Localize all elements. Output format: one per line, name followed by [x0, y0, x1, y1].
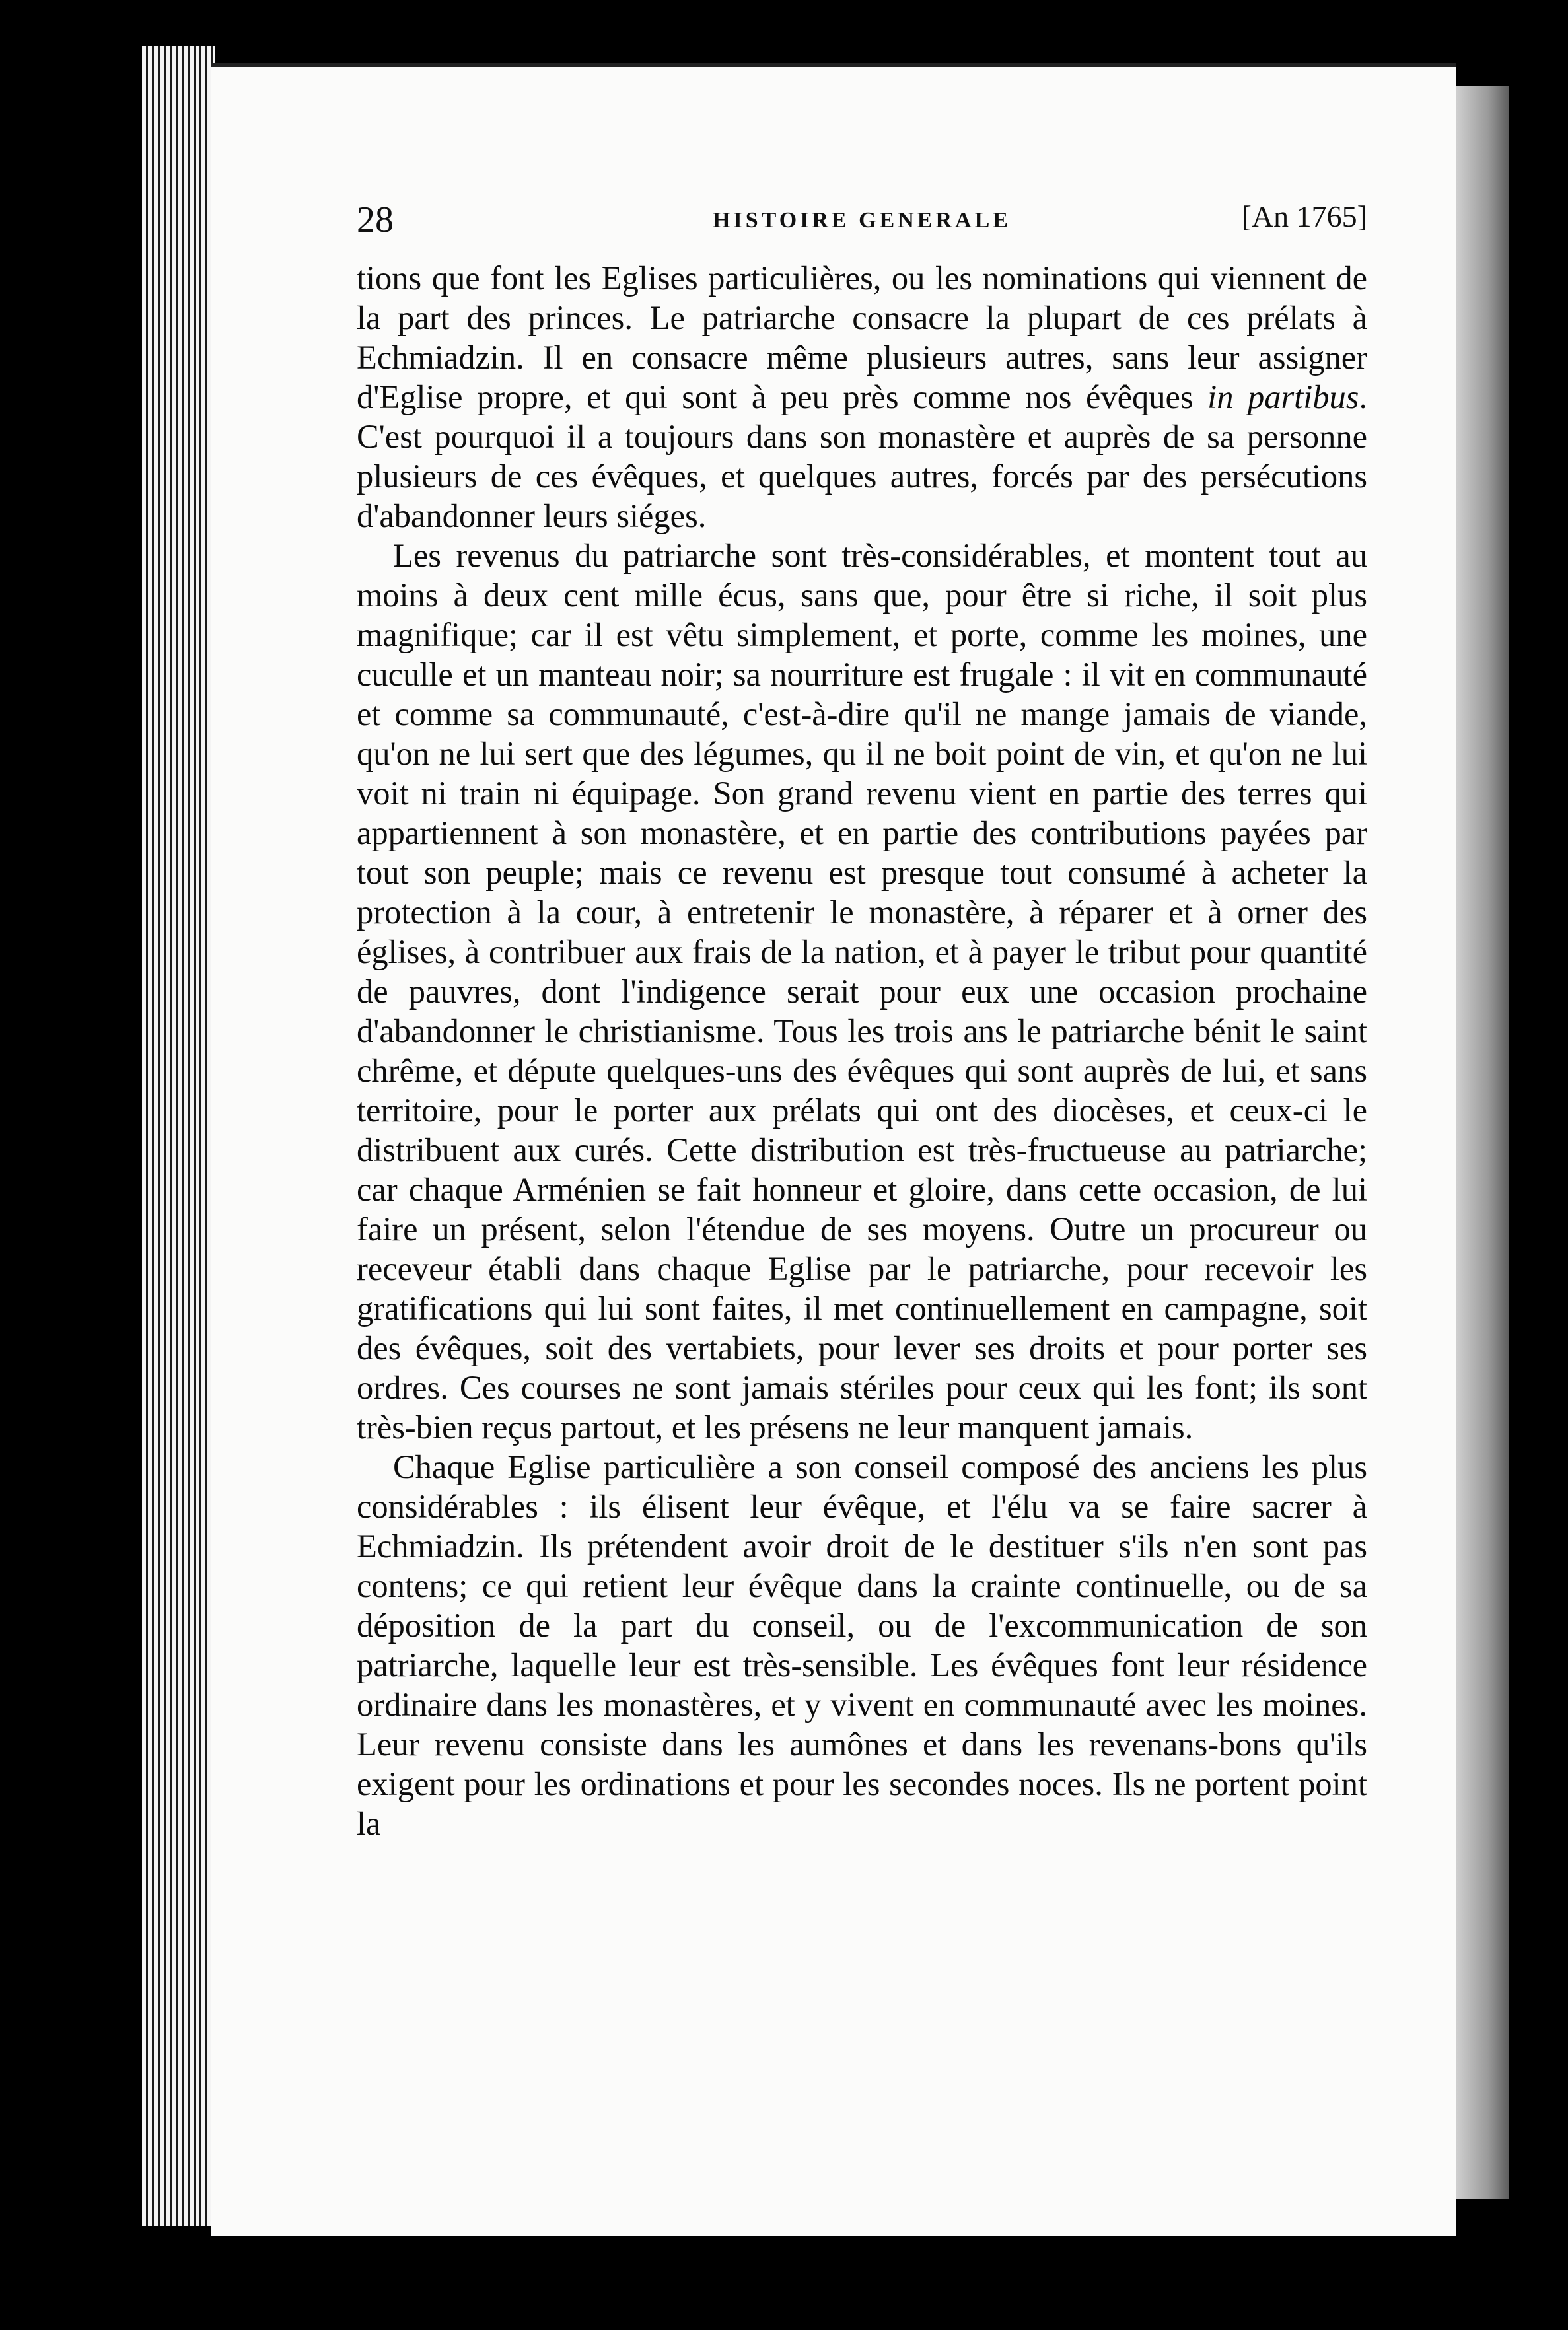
running-year: [An 1765] [1241, 199, 1367, 233]
paragraph-3 [357, 1447, 1367, 1843]
paragraph-1 [357, 258, 1367, 536]
paragraph-2 [357, 536, 1367, 1447]
paragraph-1-text-b: . C'est pourquoi il a toujours dans son monastère et auprès de sa personne plusieurs de ces évêques, et quelques autres, forcés par des persécutions d'abandonner leurs siéges. [357, 378, 1367, 534]
body-text [357, 258, 1367, 1843]
page-number: 28 [357, 199, 394, 240]
running-title: HISTOIRE GENERALE [713, 208, 1011, 232]
book-page-edges [142, 46, 215, 2226]
book-gutter-shadow [1456, 86, 1509, 2199]
page-content [357, 199, 1367, 1843]
paragraph-2-text: Les revenus du patriarche sont très-considérables, et montent tout au moins à deux cent mille écus, sans que, pour être si riche, il soit plus magnifique; car il est vêtu simplement, et porte, comme les moines, une cuculle et un manteau noir; sa nourriture est frugale : il vit en communauté et comme sa communauté, c'est-à-dire qu'il ne mange jamais de viande, qu'on ne lui sert que des légumes, qu il ne boit point de vin, et qu'on ne lui voit ni train ni équipage. Son grand revenu vient en partie des terres qui appartiennent à son monastère, et en partie des contributions payées par tout son peuple; mais ce revenu est presque tout consumé à acheter la protection à la cour, à entretenir le monastère, à réparer et à orner des églises, à contribuer aux frais de la nation, et à payer le tribut pour quantité de pauvres, dont l'indigence serait pour eux une occasion prochaine d'abandonner le christianisme. Tous les trois ans le patriarche bénit le saint chrême, et députe quelques-uns des évêques qui sont auprès de lui, et sans territoire, pour le porter aux prélats qui ont des diocèses, et ceux-ci le distribuent aux curés. Cette distribution est très-fructueuse au patriarche; car chaque Arménien se fait honneur et gloire, dans cette occasion, de lui faire un présent, selon l'étendue de ses moyens. Outre un procureur ou receveur établi dans chaque Eglise par le patriarche, pour recevoir les gratifications qui lui sont faites, il met continuellement en campagne, soit des évêques, soit des vertabiets, pour lever ses droits et pour porter ses ordres. Ces courses ne sont jamais stériles pour ceux qui les font; ils sont très-bien reçus partout, et les présens ne leur manquent jamais. [357, 537, 1367, 1446]
page-sheet [211, 63, 1456, 2236]
paragraph-1-text-a: tions que font les Eglises particulières, ou les nominations qui viennent de la part des princes. Le patriarche consacre la plupart de ces prélats à Echmiadzin. Il en consacre même plusieurs autres, sans leur assigner d'Eglise propre, et qui sont à peu près comme nos évêques [357, 260, 1367, 415]
paragraph-3-text: Chaque Eglise particulière a son conseil composé des anciens les plus considérables : ils élisent leur évêque, et l'élu va se faire sacrer à Echmiadzin. Ils prétendent avoir droit de le destituer s'ils n'en sont pas contens; ce qui retient leur évêque dans la crainte continuelle, ou de sa déposition de la part du conseil, ou de l'excommunication de son patriarche, laquelle leur est très-sensible. Les évêques font leur résidence ordinaire dans les monastères, et y vivent en communauté avec les moines. Leur revenu consiste dans les aumônes et dans les revenans-bons qu'ils exigent pour les ordinations et pour les secondes noces. Ils ne portent point la [357, 1448, 1367, 1842]
running-head [357, 199, 1367, 258]
paragraph-1-italic-term: in partibus [1207, 378, 1359, 415]
